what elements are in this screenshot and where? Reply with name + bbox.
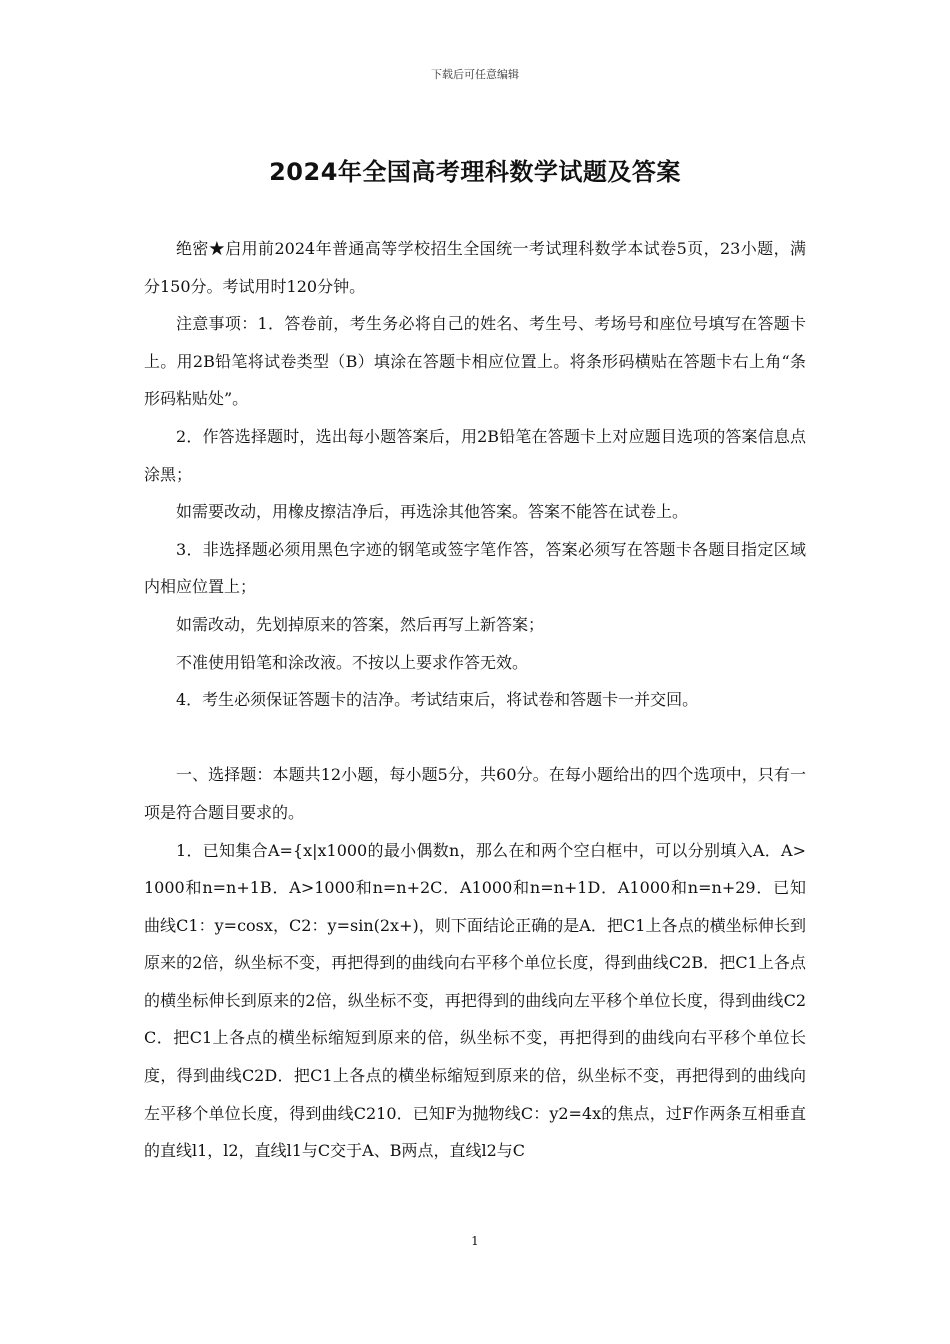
section-heading-multiple-choice: 一、选择题：本题共12小题，每小题5分，共60分。在每小题给出的四个选项中，只有一项是符合题目要求的。 — [144, 765, 806, 822]
document-title: 2024年全国高考理科数学试题及答案 — [269, 158, 681, 186]
notice-item-4: 4．考生必须保证答题卡的洁净。考试结束后，将试卷和答题卡一并交回。 — [176, 690, 699, 710]
question-paragraph: 1．已知集合A={x|x1000的最小偶数n，那么在和两个空白框中，可以分别填入A．A>1000和n=n+1B．A>1000和n=n+2C．A1000和n=n+1D．A1000和n=n+29．已知曲线C1：y=cosx，C2：y=sin(2x+)，则下面结论正确的是A．把C1上各点的横坐标伸长到原来的2倍，纵坐标不变，再把得到的曲线向右平移个单位长度，得到曲线C2B．把C1上各点的横坐标伸长到原来的2倍，纵坐标不变，再把得到的曲线向左平移个单位长度，得到曲线C2C．把C1上各点的横坐标缩短到原来的倍，纵坐标不变，再把得到的曲线向右平移个单位长度，得到曲线C2D．把C1上各点的横坐标缩短到原来的倍，纵坐标不变，再把得到的曲线向左平移个单位长度，得到曲线C210．已知F为抛物线C：y2=4x的焦点，过F作两条互相垂直的直线l1，l2，直线l1与C交于A、B两点，直线l2与C — [144, 840, 806, 1161]
download-note: 下载后可任意编辑 — [431, 68, 519, 81]
document-body — [144, 230, 806, 1170]
notice-item-2: 2．作答选择题时，选出每小题答案后，用2B铅笔在答题卡上对应题目选项的答案信息点涂黑； — [144, 426, 806, 484]
notice-item-2-note: 如需要改动，用橡皮擦洁净后，再选涂其他答案。答案不能答在试卷上。 — [176, 502, 689, 522]
exam-intro-paragraph: 绝密★启用前2024年普通高等学校招生全国统一考试理科数学本试卷5页，23小题，满分150分。考试用时120分钟。 — [144, 239, 806, 296]
notice-item-3-note-b: 不准使用铅笔和涂改液。不按以上要求作答无效。 — [176, 652, 529, 672]
notice-item-3-note-a: 如需改动，先划掉原来的答案，然后再写上新答案； — [176, 614, 545, 634]
notice-item-3: 3．非选择题必须用黑色字迹的钢笔或签字笔作答，答案必须写在答题卡各题目指定区域内相应位置上； — [144, 539, 806, 597]
notice-item-1: 注意事项：1．答卷前，考生务必将自己的姓名、考生号、考场号和座位号填写在答题卡上。用2B铅笔将试卷类型（B）填涂在答题卡相应位置上。将条形码横贴在答题卡右上角“条形码粘贴处”。 — [144, 314, 806, 409]
page-number: 1 — [471, 1234, 479, 1248]
